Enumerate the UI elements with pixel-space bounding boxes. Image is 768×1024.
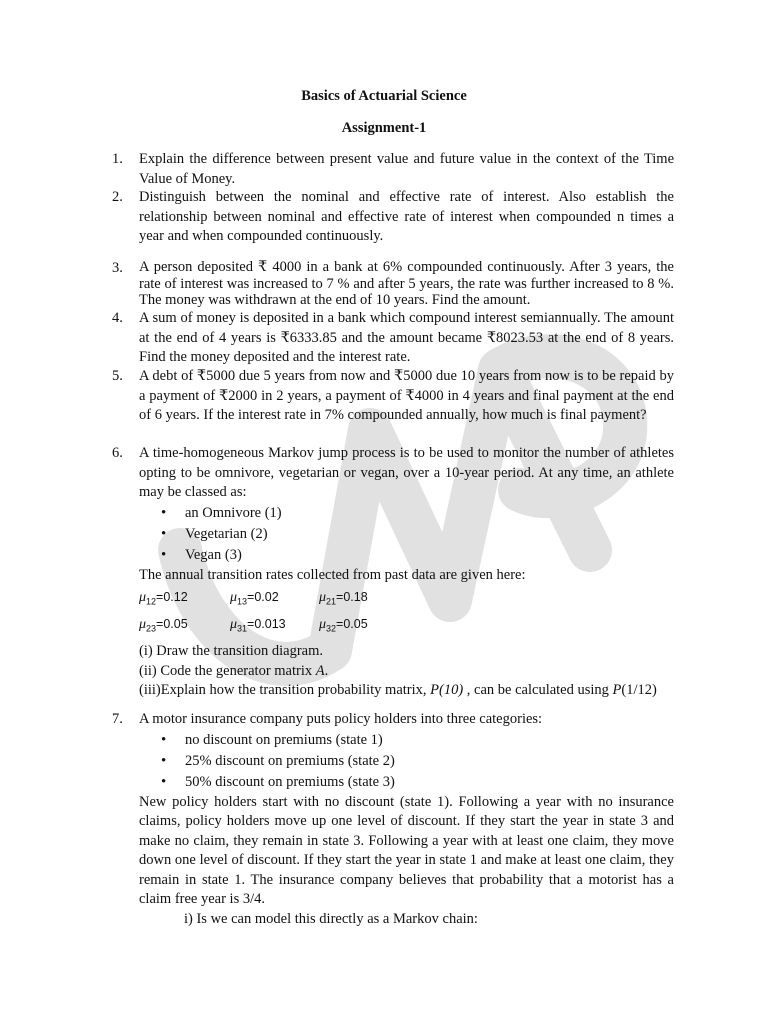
- category-list: [139, 503, 674, 566]
- rate-mu31: $\mu_{31}=0.013$: [230, 617, 286, 634]
- question-6: [112, 444, 674, 701]
- list-item: • 50% discount on premiums (state 3): [139, 772, 674, 793]
- sub-question-i: i) Is we can model this directly as a Markov chain:: [184, 910, 478, 927]
- rates-intro: The annual transition rates collected from past data are given here:: [139, 566, 526, 583]
- part-i: (i) Draw the transition diagram.: [139, 643, 324, 659]
- list-item: • Vegan (3): [139, 545, 674, 566]
- question-number: 6.: [112, 445, 123, 461]
- question-text: A sum of money is deposited in a bank which compound interest semiannually. The amount at the end of 4 years is ₹6333.85 and the amount became ₹8023.53 at the end of 8 years. Find the money deposited and the interest rate.: [139, 310, 674, 365]
- list-item: • 25% discount on premiums (state 2): [139, 751, 674, 772]
- question-text: A debt of ₹5000 due 5 years from now and ₹5000 due 10 years from now is to be repaid by a payment of ₹2000 in 2 years, a payment of ₹4000 in 4 years and final payment at the end of 6 years. If the interest rate in 7% compounded annually, how much is final payment?: [139, 368, 674, 423]
- rate-mu12: $\mu_{12}=0.12$: [139, 590, 188, 607]
- question-2: [112, 188, 674, 247]
- transition-rates: [139, 586, 674, 642]
- question-number: 2.: [112, 189, 123, 205]
- list-item: • an Omnivore (1): [139, 503, 674, 524]
- question-7: [112, 710, 674, 929]
- question-text: A time-homogeneous Markov jump process is to be used to monitor the number of athletes opting to be omnivore, vegetarian or vegan, over a 10-year period. At any time, an athlete may be classed as:: [139, 445, 674, 500]
- question-1: [112, 150, 674, 189]
- rate-mu13: $\mu_{13}=0.02$: [230, 590, 279, 607]
- rate-mu21: $\mu_{21}=0.18$: [319, 590, 368, 607]
- question-paragraph: New policy holders start with no discount (state 1). Following a year with no insurance claims, policy holders move up one level of discount. If they start the year in state 3 and make no claim, they remain in state 3. Following a year with at least one claim, they move down one level of discount. If they start the year in state 1 and make at least one claim, they remain in state 1. The insurance company believes that probability that a motorist has a claim free year is 3/4.: [139, 793, 674, 907]
- question-text: A person deposited ₹ 4000 in a bank at 6% compounded continuously. After 3 years, the rate of interest was increased to 7 % and after 5 years, the rate was further increased to 8 %. The money was withdrawn at the end of 10 years. Find the amount.: [139, 259, 674, 308]
- question-3: [112, 259, 674, 309]
- question-number: 5.: [112, 368, 123, 384]
- question-number: 3.: [112, 260, 123, 276]
- part-iii: (iii)Explain how the transition probability matrix, P(10) , can be calculated using P(1/12): [139, 682, 657, 698]
- part-ii: (ii) Code the generator matrix A.: [139, 662, 329, 679]
- list-item: • Vegetarian (2): [139, 524, 674, 545]
- rate-mu23: $\mu_{23}=0.05$: [139, 617, 188, 634]
- category-list: [139, 730, 674, 793]
- question-number: 7.: [112, 711, 123, 727]
- question-text: Distinguish between the nominal and effective rate of interest. Also establish the relationship between nominal and effective rate of interest when compounded n times a year and when compounded continuously.: [139, 189, 674, 244]
- question-text: A motor insurance company puts policy holders into three categories:: [139, 711, 543, 727]
- list-item: • no discount on premiums (state 1): [139, 730, 674, 751]
- assignment-heading: Assignment-1: [341, 120, 427, 136]
- rate-mu32: $\mu_{32}=0.05$: [319, 617, 368, 634]
- question-number: 4.: [112, 310, 123, 326]
- question-4: [112, 309, 674, 368]
- question-5: [112, 367, 674, 426]
- question-text: Explain the difference between present value and future value in the context of the Time Value of Money.: [139, 151, 674, 187]
- question-number: 1.: [112, 151, 123, 167]
- document-title: Basics of Actuarial Science: [301, 88, 467, 104]
